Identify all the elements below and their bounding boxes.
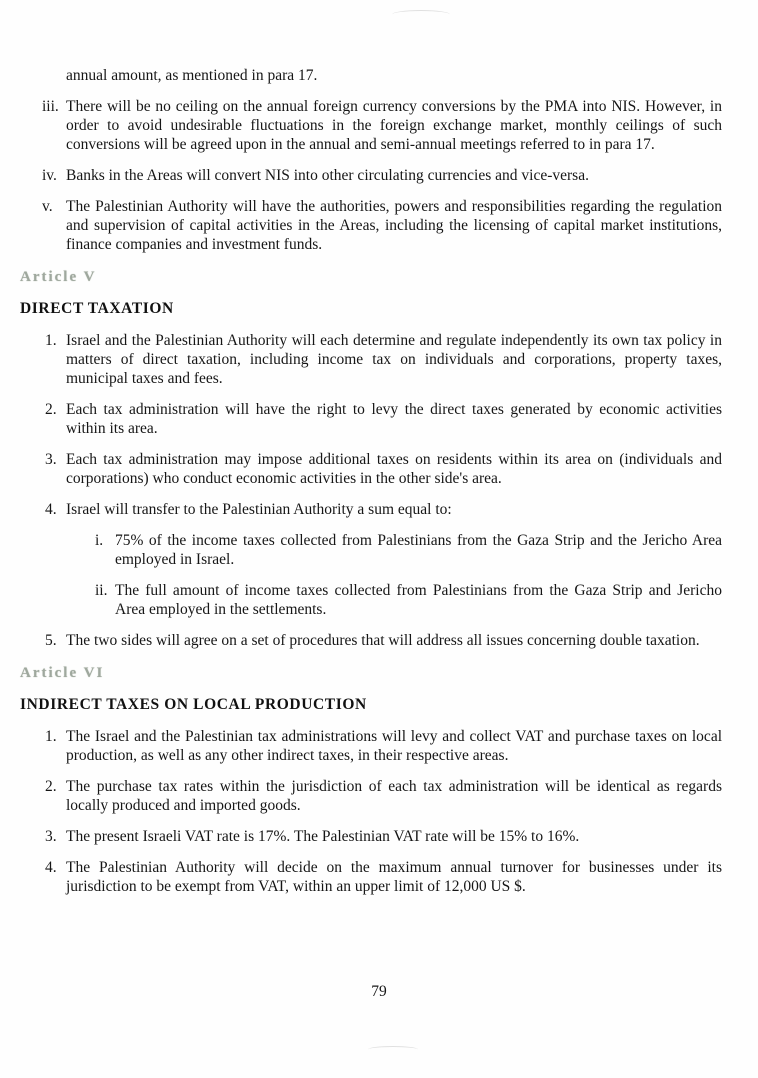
list-item-iv — [20, 166, 722, 185]
item-text: 75% of the income taxes collected from Palestinians from the Gaza Strip and the Jericho Area employed in Israel. — [115, 532, 722, 568]
item-marker: 4. — [45, 501, 57, 518]
item-text: Israel will transfer to the Palestinian Authority a sum equal to: — [66, 501, 452, 518]
list-item-5 — [20, 631, 722, 650]
section-title-direct-taxation: DIRECT TAXATION — [20, 300, 174, 317]
list-item-4 — [20, 858, 722, 896]
item-marker: 5. — [45, 632, 57, 649]
item-marker: 1. — [45, 728, 57, 745]
item-text: The purchase tax rates within the jurisdiction of each tax administration will be identical as regards locally produced and imported goods. — [66, 778, 722, 814]
item-marker: 2. — [45, 778, 57, 795]
item-marker: 2. — [45, 401, 57, 418]
list-item-3 — [20, 450, 722, 488]
list-item-3 — [20, 827, 722, 846]
item-text: The Palestinian Authority will have the authorities, powers and responsibilities regarding the regulation and supervision of capital activities in the Areas, including the licensing of capital market institutions, finance companies and investment funds. — [66, 198, 722, 253]
list-item-1 — [20, 727, 722, 765]
item-text: The two sides will agree on a set of procedures that will address all issues concerning double taxation. — [66, 632, 700, 649]
item-marker: ii. — [95, 582, 108, 599]
list-item-iii — [20, 97, 722, 154]
item-marker: v. — [42, 198, 53, 215]
item-text: There will be no ceiling on the annual foreign currency conversions by the PMA into NIS. However, in order to avoid undesirable fluctuations in the foreign exchange market, monthly ceilings of such conversions will be agreed upon in the annual and semi-annual meetings referred to in para 17. — [66, 98, 722, 153]
item-marker: iv. — [42, 167, 57, 184]
section-title-indirect-taxes: INDIRECT TAXES ON LOCAL PRODUCTION — [20, 696, 367, 713]
sub-item-i — [20, 531, 722, 569]
list-item-v — [20, 197, 722, 254]
list-item-4 — [20, 500, 722, 519]
scan-artifact-top — [392, 10, 450, 19]
item-text: Israel and the Palestinian Authority will each determine and regulate independently its own tax policy in matters of direct taxation, including income tax on individuals and corporations, property taxes, municipal taxes and fees. — [66, 332, 722, 387]
sub-item-ii — [20, 581, 722, 619]
page-number: 79 — [371, 983, 387, 1000]
list-item-1 — [20, 331, 722, 388]
item-text: The Israel and the Palestinian tax administrations will levy and collect VAT and purchase taxes on local production, as well as any other indirect taxes, in their respective areas. — [66, 728, 722, 764]
item-marker: 4. — [45, 859, 57, 876]
item-marker: 1. — [45, 332, 57, 349]
scan-artifact-bottom — [368, 1046, 418, 1053]
item-text: Each tax administration will have the right to levy the direct taxes generated by economic activities within its area. — [66, 401, 722, 437]
item-marker: 3. — [45, 451, 57, 468]
article-heading-v: Article V — [20, 269, 97, 285]
item-text: The present Israeli VAT rate is 17%. The Palestinian VAT rate will be 15% to 16%. — [66, 828, 580, 845]
item-text: Banks in the Areas will convert NIS into other circulating currencies and vice-versa. — [66, 167, 589, 184]
item-marker: i. — [95, 532, 104, 549]
item-text: The Palestinian Authority will decide on the maximum annual turnover for businesses under its jurisdiction to be exempt from VAT, within an upper limit of 12,000 US $. — [66, 859, 722, 895]
item-text: Each tax administration may impose additional taxes on residents within its area on (individuals and corporations) who conduct economic activities in the other side's area. — [66, 451, 722, 487]
list-item-2 — [20, 777, 722, 815]
list-item-2 — [20, 400, 722, 438]
item-marker: 3. — [45, 828, 57, 845]
paragraph-continuation: annual amount, as mentioned in para 17. — [66, 67, 318, 84]
article-heading-vi: Article VI — [20, 665, 105, 681]
item-marker: iii. — [42, 98, 59, 115]
item-text: The full amount of income taxes collected from Palestinians from the Gaza Strip and Jericho Area employed in the settlements. — [115, 582, 722, 618]
